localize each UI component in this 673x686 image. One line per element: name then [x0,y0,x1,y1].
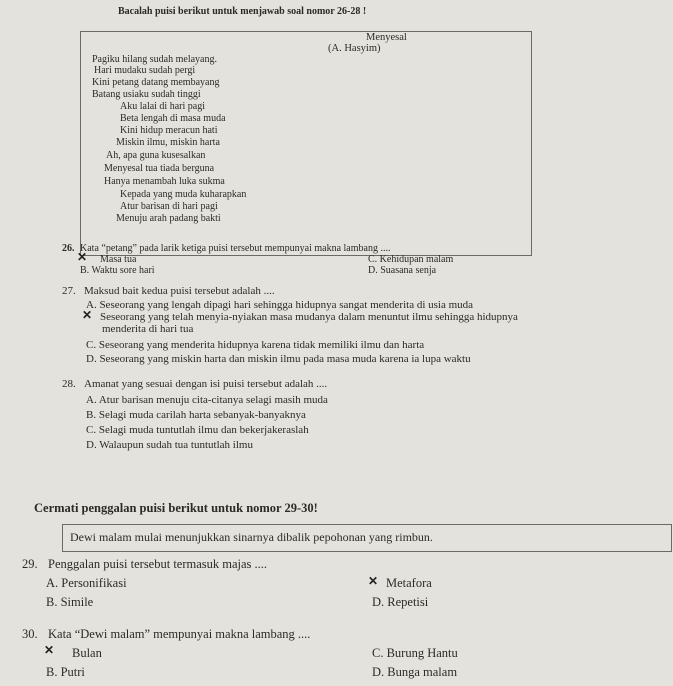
poem-line: Kini hidup meracun hati [120,125,218,136]
section-instruction: Cermati penggalan puisi berikut untuk nomor 29-30! [34,501,318,515]
poem-line: Hari mudaku sudah pergi [94,65,196,76]
poem-line: Ah, apa guna kusesalkan [106,150,206,161]
q30-option-d: D. Bunga malam [372,665,458,679]
q26-option-a: Masa tua [100,254,137,265]
q27-option-d: D. Seseorang yang miskin harta dan miskin ilmu pada masa muda karena ia lupa waktu [86,353,471,365]
poem-line: Kepada yang muda kuharapkan [120,189,247,200]
q30-option-b: B. Putri [46,665,85,679]
q28-option-a: A. Atur barisan menuju cita-citanya selagi masih muda [86,394,328,406]
q29-option-b: B. Simile [46,595,94,609]
poem-line: Batang usiaku sudah tinggi [92,89,201,100]
q26-text: Kata “petang” pada larik ketiga puisi tersebut mempunyai makna lambang .... [80,243,391,254]
q28-text: Amanat yang sesuai dengan isi puisi tersebut adalah .... [84,378,328,390]
q27-text: Maksud bait kedua puisi tersebut adalah .... [84,285,275,297]
q29-option-d: D. Repetisi [372,595,429,609]
passage-text: Dewi malam mulai menunjukkan sinarnya dibalik pepohonan yang rimbun. [70,530,433,544]
poem-line: Menyesal tua tiada berguna [104,163,215,174]
poem-line: Hanya menambah luka sukma [104,176,225,187]
q30-number: 30. [22,627,38,641]
q27-option-b: Seseorang yang telah menyia-nyiakan masa mudanya dalam menuntut ilmu sehingga hidupnya [100,311,518,323]
poem-line: Kini petang datang membayang [92,77,220,88]
q29-option-c: Metafora [386,576,432,590]
q30-option-c: C. Burung Hantu [372,646,458,660]
q27-option-a: A. Seseorang yang lengah dipagi hari sehingga hidupnya sangat menderita di usia muda [86,299,474,311]
q27-option-c: C. Seseorang yang menderita hidupnya karena tidak memiliki ilmu dan harta [86,339,425,351]
instruction-heading: Bacalah puisi berikut untuk menjawab soal nomor 26-28 ! [118,6,367,17]
q28-number: 28. [62,378,76,390]
q28-option-b: B. Selagi muda carilah harta sebanyak-banyaknya [86,409,306,421]
q29-text: Penggalan puisi tersebut termasuk majas .... [48,557,268,571]
q28-option-c: C. Selagi muda tuntutlah ilmu dan bekerjakeraslah [86,424,309,436]
q30-text: Kata “Dewi malam” mempunyai makna lambang .... [48,627,311,641]
q30-option-a: Bulan [72,646,102,660]
poem-line: Aku lalai di hari pagi [120,101,205,112]
poem-line: Beta lengah di masa muda [120,113,226,124]
poem-line: Pagiku hilang sudah melayang. [92,54,217,65]
q26-number: 26. [62,243,75,254]
poem-line: Miskin ilmu, miskin harta [116,137,220,148]
q26-option-b: B. Waktu sore hari [80,265,155,276]
q28-option-d: D. Walaupun sudah tua tuntutlah ilmu [86,439,253,451]
answer-mark-icon: ✕ [82,308,93,322]
poem-author: (A. Hasyim) [328,43,381,54]
q26-option-d: D. Suasana senja [368,265,437,276]
q27-option-b-cont: menderita di hari tua [102,323,194,335]
poem-line: Menuju arah padang bakti [116,213,221,224]
answer-mark-icon: ✕ [44,643,55,657]
poem-line: Atur barisan di hari pagi [120,201,218,212]
poem-title: Menyesal [366,32,407,43]
q26-option-c: C. Kehidupan malam [368,254,454,265]
q29-number: 29. [22,557,38,571]
q27-number: 27. [62,285,76,297]
q29-option-a: A. Personifikasi [46,576,127,590]
answer-mark-icon: ✕ [77,250,88,264]
answer-mark-icon: ✕ [368,574,379,588]
